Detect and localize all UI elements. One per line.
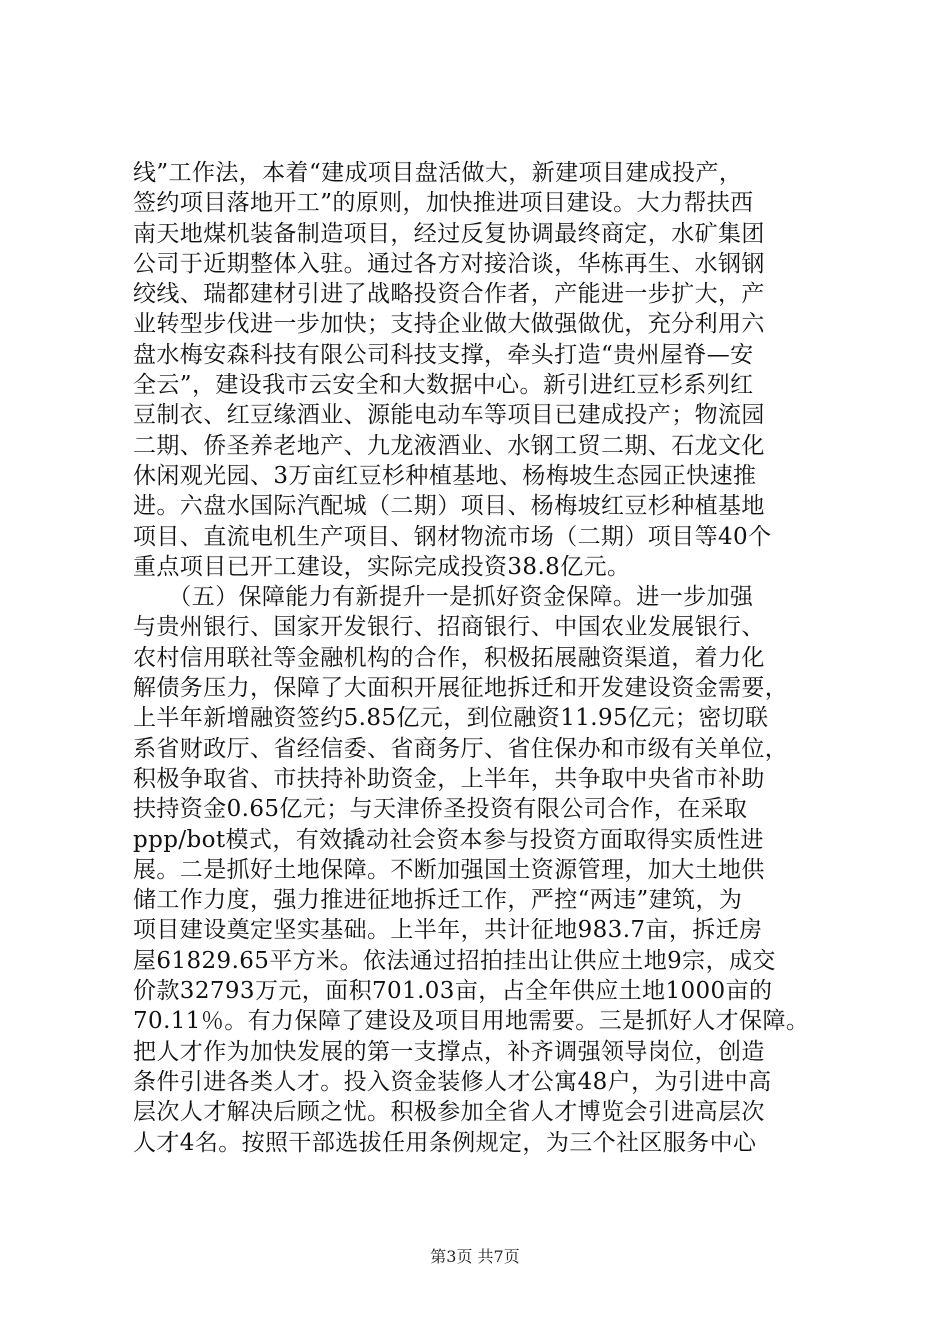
text-line: 休闲观光园、3万亩红豆杉种植基地、杨梅坡生态园正快速推: [133, 462, 757, 489]
text-line: 系省财政厅、省经信委、省商务厅、省住保办和市级有关单位，: [133, 735, 789, 762]
text-line: 解债务压力，保障了大面积开展征地拆迁和开发建设资金需要，: [133, 675, 789, 702]
text-line: 把人才作为加快发展的第一支撑点，补齐调强领导岗位，创造: [133, 1038, 765, 1065]
text-line: 价款32793万元，面积701.03亩，占全年供应土地1000亩的: [133, 978, 773, 1005]
text-line: 绞线、瑞都建材引进了战略投资合作者，产能进一步扩大，产: [133, 281, 765, 308]
text-line: ppp/bot模式，有效撬动社会资本参与投资方面取得实质性进: [133, 826, 764, 853]
text-line: 项目、直流电机生产项目、钢材物流市场（二期）项目等40个: [133, 523, 772, 550]
text-line: 豆制衣、红豆缘酒业、源能电动车等项目已建成投产；物流园: [133, 402, 765, 429]
page-number-label: 第3页 共7页: [430, 1247, 520, 1266]
text-line: 线”工作法，本着“建成项目盘活做大，新建项目建成投产，: [133, 160, 743, 186]
text-line: 积极争取省、市扶持补助资金，上半年，共争取中央省市补助: [133, 765, 765, 792]
text-line: 与贵州银行、国家开发银行、招商银行、中国农业发展银行、: [133, 614, 765, 641]
text-line: 储工作力度，强力推进征地拆迁工作，严控“两违”建筑，为: [133, 887, 743, 914]
text-line: 农村信用联社等金融机构的合作，积极拓展融资渠道，着力化: [133, 644, 765, 671]
text-line: 进。六盘水国际汽配城（二期）项目、杨梅坡红豆杉种植基地: [133, 493, 765, 520]
text-line: 公司于近期整体入驻。通过各方对接洽谈，华栋再生、水钢钢: [133, 250, 765, 277]
text-line: 上半年新增融资签约5.85亿元，到位融资11.95亿元；密切联: [133, 705, 769, 732]
text-line: 屋61829.65平方米。依法通过招拍挂出让供应土地9宗，成交: [133, 947, 776, 974]
text-line: （五）保障能力有新提升一是抓好资金保障。进一步加强: [133, 584, 754, 611]
text-line: 盘水梅安森科技有限公司科技支撑，牵头打造“贵州屋脊—安: [133, 341, 754, 368]
text-line: 项目建设奠定坚实基础。上半年，共计征地983.7亩，拆迁房: [133, 917, 763, 944]
text-line: 二期、侨圣养老地产、九龙液酒业、水钢工贸二期、石龙文化: [133, 432, 765, 459]
page-footer: [0, 1244, 950, 1267]
document-body: [133, 158, 833, 1158]
text-line: 南天地煤机装备制造项目，经过反复协调最终商定，水矿集团: [133, 220, 765, 247]
text-line: 全云”，建设我市云安全和大数据中心。新引进红豆杉系列红: [133, 372, 754, 399]
text-line: 重点项目已开工建设，实际完成投资38.8亿元。: [133, 553, 631, 580]
text-line: 业转型步伐进一步加快；支持企业做大做强做优，充分利用六: [133, 311, 765, 338]
text-line: 条件引进各类人才。投入资金装修人才公寓48户，为引进中高: [133, 1068, 772, 1095]
text-line: 70.11％。有力保障了建设及项目用地需要。三是抓好人才保障。: [133, 1008, 810, 1035]
text-line: 签约项目落地开工”的原则，加快推进项目建设。大力帮扶西: [133, 190, 754, 217]
text-line: 扶持资金0.65亿元；与天津侨圣投资有限公司合作，在采取: [133, 796, 748, 823]
text-line: 层次人才解决后顾之忧。积极参加全省人才博览会引进高层次: [133, 1099, 765, 1126]
text-line: 展。二是抓好土地保障。不断加强国土资源管理，加大土地供: [133, 856, 765, 883]
text-line: 人才4名。按照干部选拔任用条例规定，为三个社区服务中心: [133, 1129, 757, 1156]
